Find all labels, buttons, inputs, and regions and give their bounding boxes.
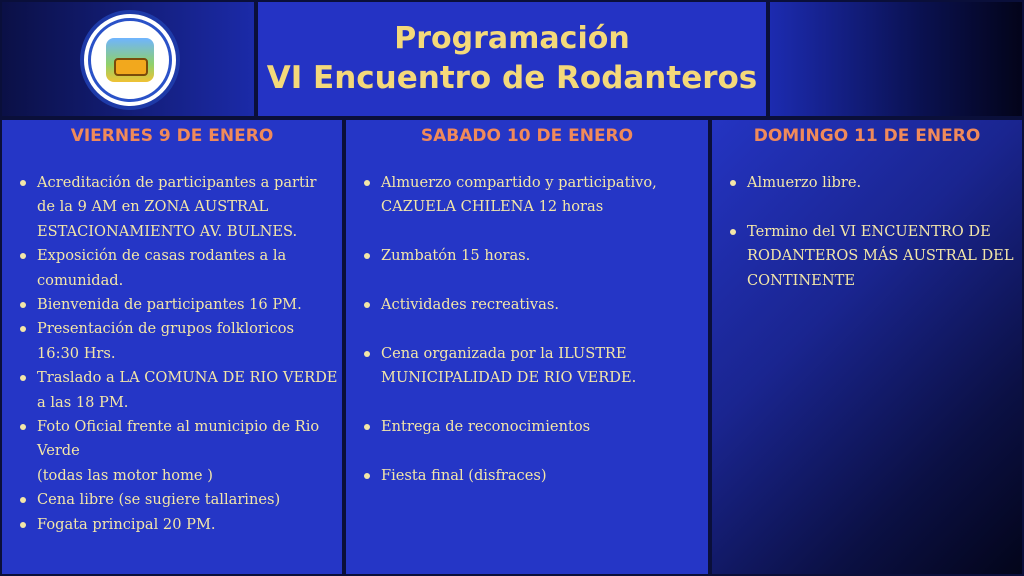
- item-text: Bienvenida de participantes 16 PM.: [37, 296, 302, 314]
- item-text: Exposición de casas rodantes a la comunidad.: [37, 247, 287, 289]
- day-column-sunday: [710, 118, 1024, 576]
- list-item: [346, 415, 708, 439]
- day-column-friday: [0, 118, 344, 576]
- list-item: [346, 244, 708, 268]
- bullet-icon: [364, 180, 370, 186]
- list-item: [2, 293, 338, 317]
- bullet-icon: [364, 302, 370, 308]
- day-column-saturday: [344, 118, 710, 576]
- item-text: Fogata principal 20 PM.: [37, 515, 216, 533]
- schedule-list: [712, 171, 1022, 293]
- bullet-icon: [364, 473, 370, 479]
- bullet-icon: [730, 229, 736, 235]
- item-text: Entrega de reconocimientos: [381, 418, 591, 435]
- title-panel: [256, 0, 768, 118]
- bullet-icon: [364, 253, 370, 259]
- list-item: [2, 415, 338, 488]
- list-item: [346, 464, 708, 488]
- schedule-list: [346, 171, 708, 488]
- bullet-icon: [20, 180, 26, 186]
- list-item: [346, 342, 708, 391]
- bullet-icon: [364, 351, 370, 357]
- list-item: [712, 171, 1014, 195]
- bullet-icon: [364, 424, 370, 430]
- list-item: [2, 244, 338, 293]
- list-item: [346, 171, 708, 220]
- day-heading: DOMINGO 11 DE ENERO: [753, 126, 981, 146]
- item-note: (todas las motor home ): [37, 466, 213, 484]
- item-text: Almuerzo libre.: [747, 174, 862, 191]
- list-item: [2, 366, 338, 415]
- list-item: [2, 171, 338, 244]
- item-text: Acreditación de participantes a partir de la 9 AM en ZONA AUSTRAL ESTACIONAMIENTO AV. BULNES.: [37, 174, 317, 240]
- right-logo-panel: [768, 0, 1024, 118]
- item-text: Almuerzo compartido y participativo, CAZUELA CHILENA 12 horas: [381, 174, 657, 216]
- title-line-1: Programación: [394, 21, 630, 57]
- bullet-icon: [20, 302, 26, 308]
- item-text: Fiesta final (disfraces): [381, 466, 547, 484]
- camper-van-icon: [114, 58, 148, 76]
- item-text: Zumbatón 15 horas.: [381, 247, 531, 265]
- bullet-icon: [20, 375, 26, 381]
- left-logo-panel: [0, 0, 256, 118]
- bullet-icon: [20, 497, 26, 503]
- list-item: [346, 293, 708, 317]
- item-text: Traslado a LA COMUNA DE RIO VERDE a las 18 PM.: [37, 369, 338, 411]
- item-text: Cena organizada por la ILUSTRE MUNICIPALIDAD DE RIO VERDE.: [381, 344, 637, 387]
- bullet-icon: [20, 522, 26, 528]
- item-text: Foto Oficial frente al municipio de Rio Verde: [37, 418, 320, 460]
- bullet-icon: [20, 424, 26, 430]
- list-item: [2, 317, 338, 366]
- bullet-icon: [20, 326, 26, 332]
- schedule-list: [2, 171, 342, 537]
- bullet-icon: [730, 180, 736, 186]
- list-item: [2, 488, 338, 512]
- day-heading: VIERNES 9 DE ENERO: [70, 126, 274, 146]
- day-heading: SABADO 10 DE ENERO: [420, 126, 634, 146]
- casas-rodantes-logo-icon: [80, 10, 180, 110]
- title-line-2: VI Encuentro de Rodanteros: [266, 60, 758, 97]
- list-item: [2, 513, 338, 537]
- list-item: [712, 220, 1014, 293]
- item-text: Presentación de grupos folkloricos 16:30 Hrs.: [37, 320, 295, 362]
- item-text: Actividades recreativas.: [381, 296, 560, 313]
- bullet-icon: [20, 253, 26, 259]
- item-text: Cena libre (se sugiere tallarines): [37, 491, 281, 509]
- item-text: Termino del VI ENCUENTRO DE RODANTEROS MÁS AUSTRAL DEL CONTINENTE: [747, 222, 1014, 289]
